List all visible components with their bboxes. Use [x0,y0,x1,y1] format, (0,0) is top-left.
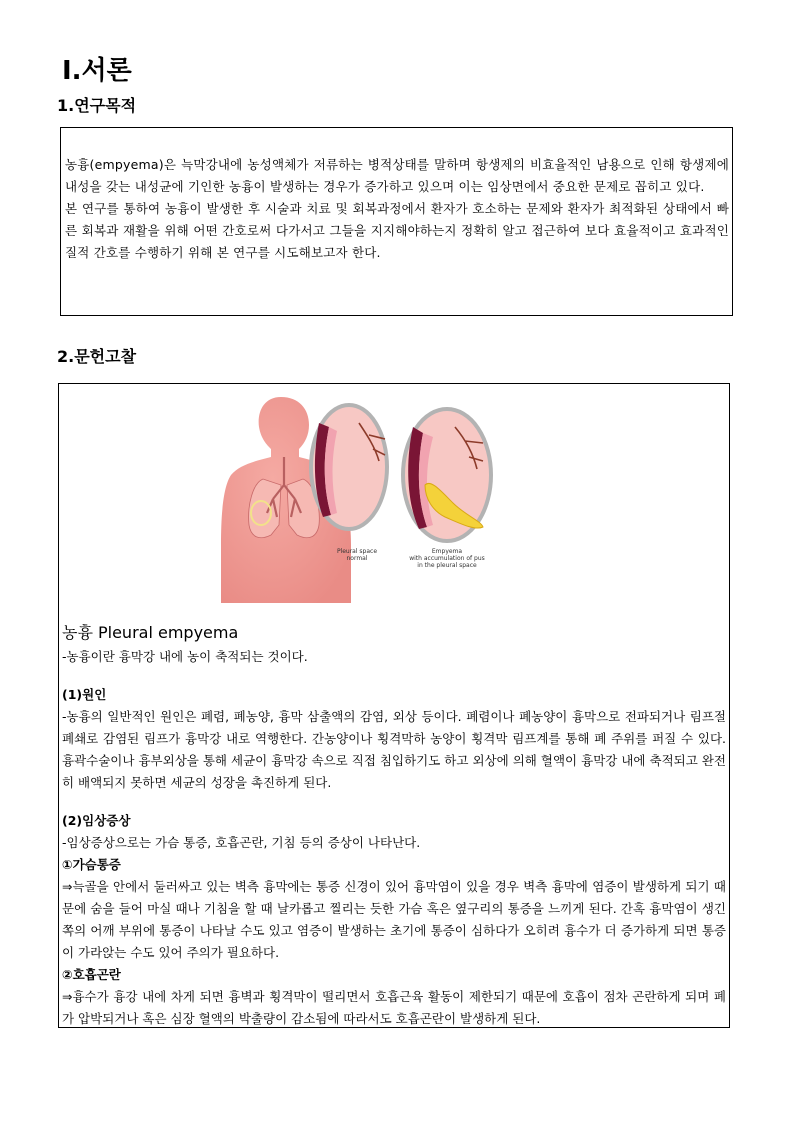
purpose-paragraph-2: 본 연구를 통하여 농흉이 발생한 후 시술과 치료 및 회복과정에서 환자가 호소하는 문제와 환자가 최적화된 상태에서 빠른 회복과 재활을 위해 어떤 간호로써 다가서고 그들을 지지해야하는지 정확히 알고 접근하여 보다 효율적이고 효과적인 질적 간호를 수행하기 위해 본 연구를 시도해보고자 한다. [65,201,729,260]
chest-pain-text: ⇒늑골을 안에서 둘러싸고 있는 벽측 흉막에는 통증 신경이 있어 흉막염이 있을 경우 벽측 흉막에 염증이 발생하게 되기 때문에 숨을 들어 마실 때나 기침을 할 때 날카롭고 찔리는 듯한 가슴 혹은 옆구리의 통증을 느끼게 된다. 간혹 흉막염이 생긴 쪽의 어깨 부위에 통증이 나타날 수도 있고 염증이 발생하는 초기에 통증이 심하다가 오히려 흉수가 더 증가하게 되면 통증이 가라앉는 수도 있어 주의가 필요하다. [62,879,726,960]
chest-pain-heading: ①가슴통증 [62,857,121,872]
literature-body [62,646,726,1030]
cause-text: -농흉의 일반적인 원인은 폐렴, 폐농양, 흉막 삼출액의 감염, 외상 등이다. 폐렴이나 폐농양이 흉막으로 전파되거나 림프절 폐쇄로 감염된 림프가 흉막강 내로 역행한다. 간농양이나 횡격막하 농양이 횡격막 림프계를 통해 폐 주위를 퍼질 수 있다. 흉곽수술이나 흉부외상을 통해 세균이 흉막강 속으로 직접 침입하기도 하고 외상에 의해 혈액이 흉막강 내에 축적되고 완전히 배액되지 못하면 세균의 성장을 촉진하게 된다. [62,709,726,790]
empyema-illustration [219,395,507,603]
dyspnea-heading: ②호흡곤란 [62,967,121,982]
empyema-label-line-1: Empyema [431,548,463,555]
empyema-title: 농흉 Pleural empyema [62,623,239,642]
purpose-text [65,154,729,264]
empyema-label-line-2: with accumulation of pus [409,555,485,562]
normal-label-line-1: Pleural space [336,548,378,555]
symptom-text: -임상증상으로는 가슴 통증, 호흡곤란, 기침 등의 증상이 나타난다. [62,835,421,850]
empyema-definition: -농흉이란 흉막강 내에 농이 축적되는 것이다. [62,649,308,664]
symptom-heading: (2)임상증상 [62,813,131,828]
empyema-label-line-3: in the pleural space [417,562,477,569]
cause-heading: (1)원인 [62,687,107,702]
section-title-purpose: 1.연구목적 [57,96,137,115]
dyspnea-text: ⇒흉수가 흉강 내에 차게 되면 흉벽과 횡격막이 떨리면서 호흡근육 활동이 제한되기 때문에 호흡이 점차 곤란하게 되며 폐가 압박되거나 혹은 심장 혈액의 박출량이 감소됨에 따라서도 호흡곤란이 발생하게 된다. [62,989,726,1026]
section-title-literature: 2.문헌고찰 [57,347,137,366]
empyema-oval [403,409,491,541]
purpose-paragraph-1: 농흉(empyema)은 늑막강내에 농성액체가 저류하는 병적상태를 말하며 항생제의 비효율적인 남용으로 인해 항생제에 내성을 갖는 내성균에 기인한 농흉이 발생하는 경우가 증가하고 있으며 이는 임상면에서 중요한 문제로 꼽히고 있다. [65,157,729,194]
normal-pleura-oval [311,405,387,529]
normal-label-line-2: normal [346,555,368,562]
purpose-box [60,127,733,316]
chapter-heading: Ⅰ.서론 [62,56,132,86]
